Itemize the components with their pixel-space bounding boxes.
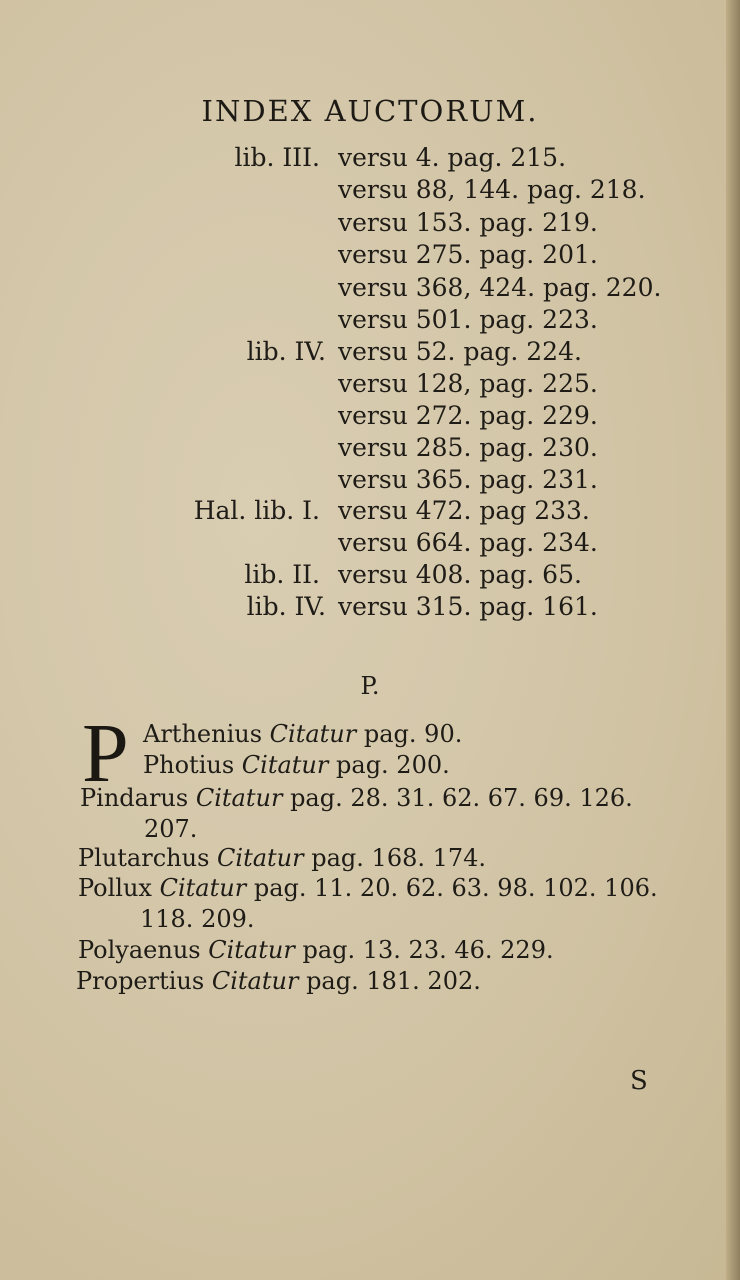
- versu-entry: versu 365. pag. 231.: [338, 465, 598, 494]
- index-entry-pollux: [78, 874, 658, 902]
- versu-entry: versu 153. pag. 219.: [338, 208, 598, 237]
- author-name: Arthenius: [143, 720, 263, 748]
- index-entry-propertius: [76, 967, 481, 995]
- catchword: S: [630, 1066, 648, 1096]
- page-refs: pag. 200.: [336, 751, 450, 779]
- citatur-label: Citatur: [208, 936, 295, 964]
- versu-entry: versu 4. pag. 215.: [338, 143, 567, 172]
- versu-entry: versu 128, pag. 225.: [338, 369, 598, 398]
- lib-label: lib. IV.: [246, 592, 326, 621]
- index-entry-parthenius: [143, 720, 462, 748]
- author-name: Plutarchus: [78, 844, 210, 872]
- page-refs: pag. 28. 31. 62. 67. 69. 126.: [290, 784, 633, 812]
- versu-entry: versu 285. pag. 230.: [338, 433, 598, 462]
- lib-label: lib. II.: [244, 560, 320, 589]
- page-refs: pag. 168. 174.: [311, 844, 487, 872]
- page-refs: pag. 181. 202.: [306, 967, 481, 995]
- versu-entry: versu 275. pag. 201.: [338, 240, 598, 269]
- index-entry-continuation: 207.: [144, 815, 198, 843]
- author-name: Polyaenus: [78, 936, 201, 964]
- lib-label: Hal. lib. I.: [193, 496, 320, 525]
- index-entry-photius: [143, 751, 450, 779]
- author-name: Pollux: [78, 874, 152, 902]
- lib-label: lib. IV.: [246, 337, 326, 366]
- drop-cap: P: [82, 707, 129, 800]
- versu-entry: versu 472. pag 233.: [338, 496, 590, 525]
- versu-entry: versu 664. pag. 234.: [338, 528, 598, 557]
- versu-entry: versu 52. pag. 224.: [338, 337, 582, 366]
- citatur-label: Citatur: [159, 874, 247, 902]
- versu-entry: versu 368, 424. pag. 220.: [338, 273, 662, 302]
- page-edge: [726, 0, 740, 1280]
- author-name: Photius: [143, 751, 235, 779]
- citatur-label: Citatur: [241, 751, 329, 779]
- page-refs: pag. 90.: [363, 720, 463, 748]
- index-entry-polyaenus: [78, 936, 554, 964]
- versu-entry: versu 315. pag. 161.: [338, 592, 598, 621]
- page-refs: pag. 11. 20. 62. 63. 98. 102. 106.: [253, 874, 658, 902]
- citatur-label: Citatur: [269, 720, 357, 748]
- section-letter: P.: [360, 672, 380, 700]
- page-refs: pag. 13. 23. 46. 229.: [302, 936, 554, 964]
- index-entry-pindarus: [80, 784, 633, 812]
- index-entry-continuation: 118. 209.: [140, 905, 255, 933]
- citatur-label: Citatur: [211, 967, 299, 995]
- versu-entry: versu 501. pag. 223.: [338, 305, 598, 334]
- versu-entry: versu 272. pag. 229.: [338, 401, 598, 430]
- versu-entry: versu 88, 144. pag. 218.: [338, 175, 646, 204]
- citatur-label: Citatur: [217, 844, 304, 872]
- author-name: Pindarus: [80, 784, 189, 812]
- page-title: INDEX AUCTORUM.: [201, 94, 539, 128]
- index-entry-plutarchus: [78, 844, 486, 872]
- author-name: Propertius: [76, 967, 205, 995]
- citatur-label: Citatur: [195, 784, 283, 812]
- versu-entry: versu 408. pag. 65.: [338, 560, 582, 589]
- lib-label: lib. III.: [234, 143, 320, 172]
